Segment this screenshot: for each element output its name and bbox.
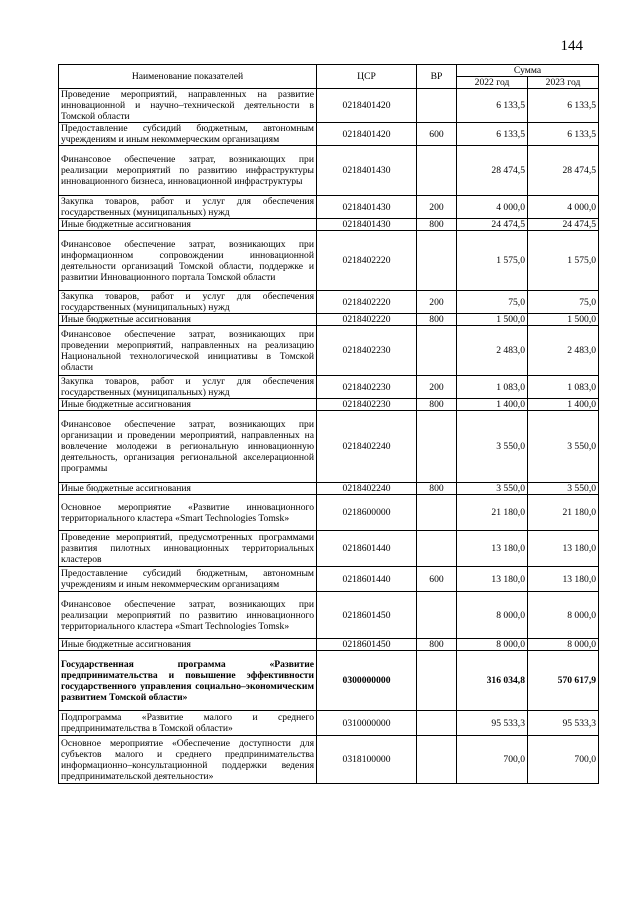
row-amount-2023: 4 000,0 <box>528 196 599 219</box>
row-csr: 0218402230 <box>317 376 417 399</box>
row-amount-2022: 6 133,5 <box>457 123 528 146</box>
row-vr: 200 <box>417 376 457 399</box>
row-amount-2023: 6 133,5 <box>528 89 599 123</box>
table-row <box>59 651 599 711</box>
row-csr: 0218601440 <box>317 567 417 592</box>
row-csr: 0218402220 <box>317 291 417 314</box>
row-csr: 0218401430 <box>317 196 417 219</box>
row-csr: 0218402220 <box>317 314 417 326</box>
row-name: Проведение мероприятий, предусмотренных программами развития пилотных инновационных территориальных кластеров <box>59 531 317 567</box>
table-row <box>59 483 599 495</box>
row-name: Предоставление субсидий бюджетным, автономным учреждениям и иным некоммерческим организациям <box>59 123 317 146</box>
row-csr: 0310000000 <box>317 711 417 736</box>
row-csr: 0218601440 <box>317 531 417 567</box>
header-sum: Сумма <box>457 65 599 77</box>
row-vr: 600 <box>417 123 457 146</box>
row-amount-2023: 1 575,0 <box>528 231 599 291</box>
row-amount-2022: 2 483,0 <box>457 326 528 376</box>
row-name: Закупка товаров, работ и услуг для обеспечения государственных (муниципальных) нужд <box>59 291 317 314</box>
row-csr: 0218402220 <box>317 231 417 291</box>
table-row <box>59 314 599 326</box>
table-row <box>59 231 599 291</box>
row-csr: 0218401430 <box>317 219 417 231</box>
row-vr <box>417 146 457 196</box>
row-amount-2023: 570 617,9 <box>528 651 599 711</box>
table-body <box>59 89 599 784</box>
row-amount-2023: 3 550,0 <box>528 483 599 495</box>
row-amount-2023: 1 083,0 <box>528 376 599 399</box>
row-vr: 800 <box>417 314 457 326</box>
table-row <box>59 89 599 123</box>
row-vr: 800 <box>417 219 457 231</box>
row-amount-2022: 1 400,0 <box>457 399 528 411</box>
row-csr: 0218402240 <box>317 483 417 495</box>
table-row <box>59 639 599 651</box>
row-vr <box>417 592 457 639</box>
table-row <box>59 196 599 219</box>
row-name: Закупка товаров, работ и услуг для обеспечения государственных (муниципальных) нужд <box>59 196 317 219</box>
row-amount-2023: 3 550,0 <box>528 411 599 483</box>
row-amount-2023: 95 533,3 <box>528 711 599 736</box>
row-name: Финансовое обеспечение затрат, возникающих при информационном сопровождении инновационной деятельности организаций Томской области, поддержке и развитии Инновационного портала Томской области <box>59 231 317 291</box>
row-amount-2023: 21 180,0 <box>528 495 599 531</box>
row-name: Иные бюджетные ассигнования <box>59 219 317 231</box>
row-vr <box>417 495 457 531</box>
row-amount-2022: 8 000,0 <box>457 592 528 639</box>
row-amount-2023: 75,0 <box>528 291 599 314</box>
row-amount-2023: 24 474,5 <box>528 219 599 231</box>
row-name: Проведение мероприятий, направленных на развитие инновационной и научно–технической деятельности в Томской области <box>59 89 317 123</box>
row-name: Финансовое обеспечение затрат, возникающих при реализации мероприятий по развитию инновационного территориального кластера «Smart Technologies Tomsk» <box>59 592 317 639</box>
row-vr: 800 <box>417 399 457 411</box>
row-name: Подпрограмма «Развитие малого и среднего предпринимательства в Томской области» <box>59 711 317 736</box>
row-csr: 0300000000 <box>317 651 417 711</box>
page-number: 144 <box>560 38 583 54</box>
row-amount-2022: 1 575,0 <box>457 231 528 291</box>
row-amount-2022: 13 180,0 <box>457 531 528 567</box>
row-name: Финансовое обеспечение затрат, возникающих при организации и проведении мероприятий, направленных на вовлечение молодежи в региональную инновационную деятельность, организация региональной акселерационной программы <box>59 411 317 483</box>
row-amount-2023: 8 000,0 <box>528 592 599 639</box>
table-row <box>59 146 599 196</box>
row-amount-2022: 28 474,5 <box>457 146 528 196</box>
row-amount-2022: 3 550,0 <box>457 483 528 495</box>
header-vr: ВР <box>417 65 457 89</box>
row-amount-2023: 6 133,5 <box>528 123 599 146</box>
row-amount-2023: 1 500,0 <box>528 314 599 326</box>
row-name: Иные бюджетные ассигнования <box>59 483 317 495</box>
header-year-2022: 2022 год <box>457 77 528 89</box>
row-name: Финансовое обеспечение затрат, возникающих при реализации мероприятий по развитию инфраструктуры инновационного бизнеса, инновационной инфраструктуры <box>59 146 317 196</box>
row-amount-2022: 8 000,0 <box>457 639 528 651</box>
row-vr: 800 <box>417 639 457 651</box>
row-vr <box>417 89 457 123</box>
row-amount-2022: 700,0 <box>457 736 528 784</box>
table-row <box>59 376 599 399</box>
header-name: Наименование показателей <box>59 65 317 89</box>
row-amount-2023: 28 474,5 <box>528 146 599 196</box>
table-row <box>59 291 599 314</box>
row-vr <box>417 231 457 291</box>
row-csr: 0218402230 <box>317 326 417 376</box>
row-name: Иные бюджетные ассигнования <box>59 639 317 651</box>
row-csr: 0218402230 <box>317 399 417 411</box>
row-vr <box>417 411 457 483</box>
row-name: Государственная программа «Развитие предпринимательства и повышение эффективности государственного управления социально–экономическим развитием Томской области» <box>59 651 317 711</box>
table-row <box>59 592 599 639</box>
row-vr: 800 <box>417 483 457 495</box>
row-amount-2022: 6 133,5 <box>457 89 528 123</box>
row-csr: 0218402240 <box>317 411 417 483</box>
row-csr: 0218601450 <box>317 592 417 639</box>
row-name: Предоставление субсидий бюджетным, автономным учреждениям и иным некоммерческим организациям <box>59 567 317 592</box>
row-amount-2022: 13 180,0 <box>457 567 528 592</box>
row-csr: 0218401420 <box>317 89 417 123</box>
row-amount-2022: 316 034,8 <box>457 651 528 711</box>
row-csr: 0218401430 <box>317 146 417 196</box>
row-amount-2023: 1 400,0 <box>528 399 599 411</box>
row-amount-2022: 95 533,3 <box>457 711 528 736</box>
table-row <box>59 711 599 736</box>
row-vr <box>417 651 457 711</box>
row-amount-2022: 4 000,0 <box>457 196 528 219</box>
row-amount-2022: 1 500,0 <box>457 314 528 326</box>
row-csr: 0218401420 <box>317 123 417 146</box>
row-name: Иные бюджетные ассигнования <box>59 314 317 326</box>
row-amount-2022: 1 083,0 <box>457 376 528 399</box>
row-amount-2023: 700,0 <box>528 736 599 784</box>
row-csr: 0218601450 <box>317 639 417 651</box>
header-csr: ЦСР <box>317 65 417 89</box>
row-amount-2023: 13 180,0 <box>528 531 599 567</box>
table-row <box>59 326 599 376</box>
row-vr: 600 <box>417 567 457 592</box>
table-row <box>59 531 599 567</box>
table-row <box>59 123 599 146</box>
header-year-2023: 2023 год <box>528 77 599 89</box>
row-amount-2023: 13 180,0 <box>528 567 599 592</box>
row-amount-2022: 21 180,0 <box>457 495 528 531</box>
row-amount-2022: 24 474,5 <box>457 219 528 231</box>
row-vr <box>417 711 457 736</box>
row-amount-2023: 8 000,0 <box>528 639 599 651</box>
row-vr: 200 <box>417 291 457 314</box>
row-amount-2022: 3 550,0 <box>457 411 528 483</box>
table-row <box>59 567 599 592</box>
table-row <box>59 219 599 231</box>
row-vr: 200 <box>417 196 457 219</box>
row-amount-2022: 75,0 <box>457 291 528 314</box>
row-amount-2023: 2 483,0 <box>528 326 599 376</box>
row-name: Основное мероприятие «Развитие инновационного территориального кластера «Smart Technologies Tomsk» <box>59 495 317 531</box>
row-csr: 0218600000 <box>317 495 417 531</box>
row-name: Финансовое обеспечение затрат, возникающих при проведении мероприятий, направленных на реализацию Национальной технологической инициативы в Томской области <box>59 326 317 376</box>
row-vr <box>417 736 457 784</box>
table-row <box>59 736 599 784</box>
table-row <box>59 399 599 411</box>
row-csr: 0318100000 <box>317 736 417 784</box>
table-row <box>59 411 599 483</box>
row-name: Иные бюджетные ассигнования <box>59 399 317 411</box>
row-name: Основное мероприятие «Обеспечение доступности для субъектов малого и среднего предпринимательства информационно–консультационной поддержки ведения предпринимательской деятельности» <box>59 736 317 784</box>
row-name: Закупка товаров, работ и услуг для обеспечения государственных (муниципальных) нужд <box>59 376 317 399</box>
budget-table <box>58 64 599 784</box>
row-vr <box>417 531 457 567</box>
table-row <box>59 495 599 531</box>
row-vr <box>417 326 457 376</box>
